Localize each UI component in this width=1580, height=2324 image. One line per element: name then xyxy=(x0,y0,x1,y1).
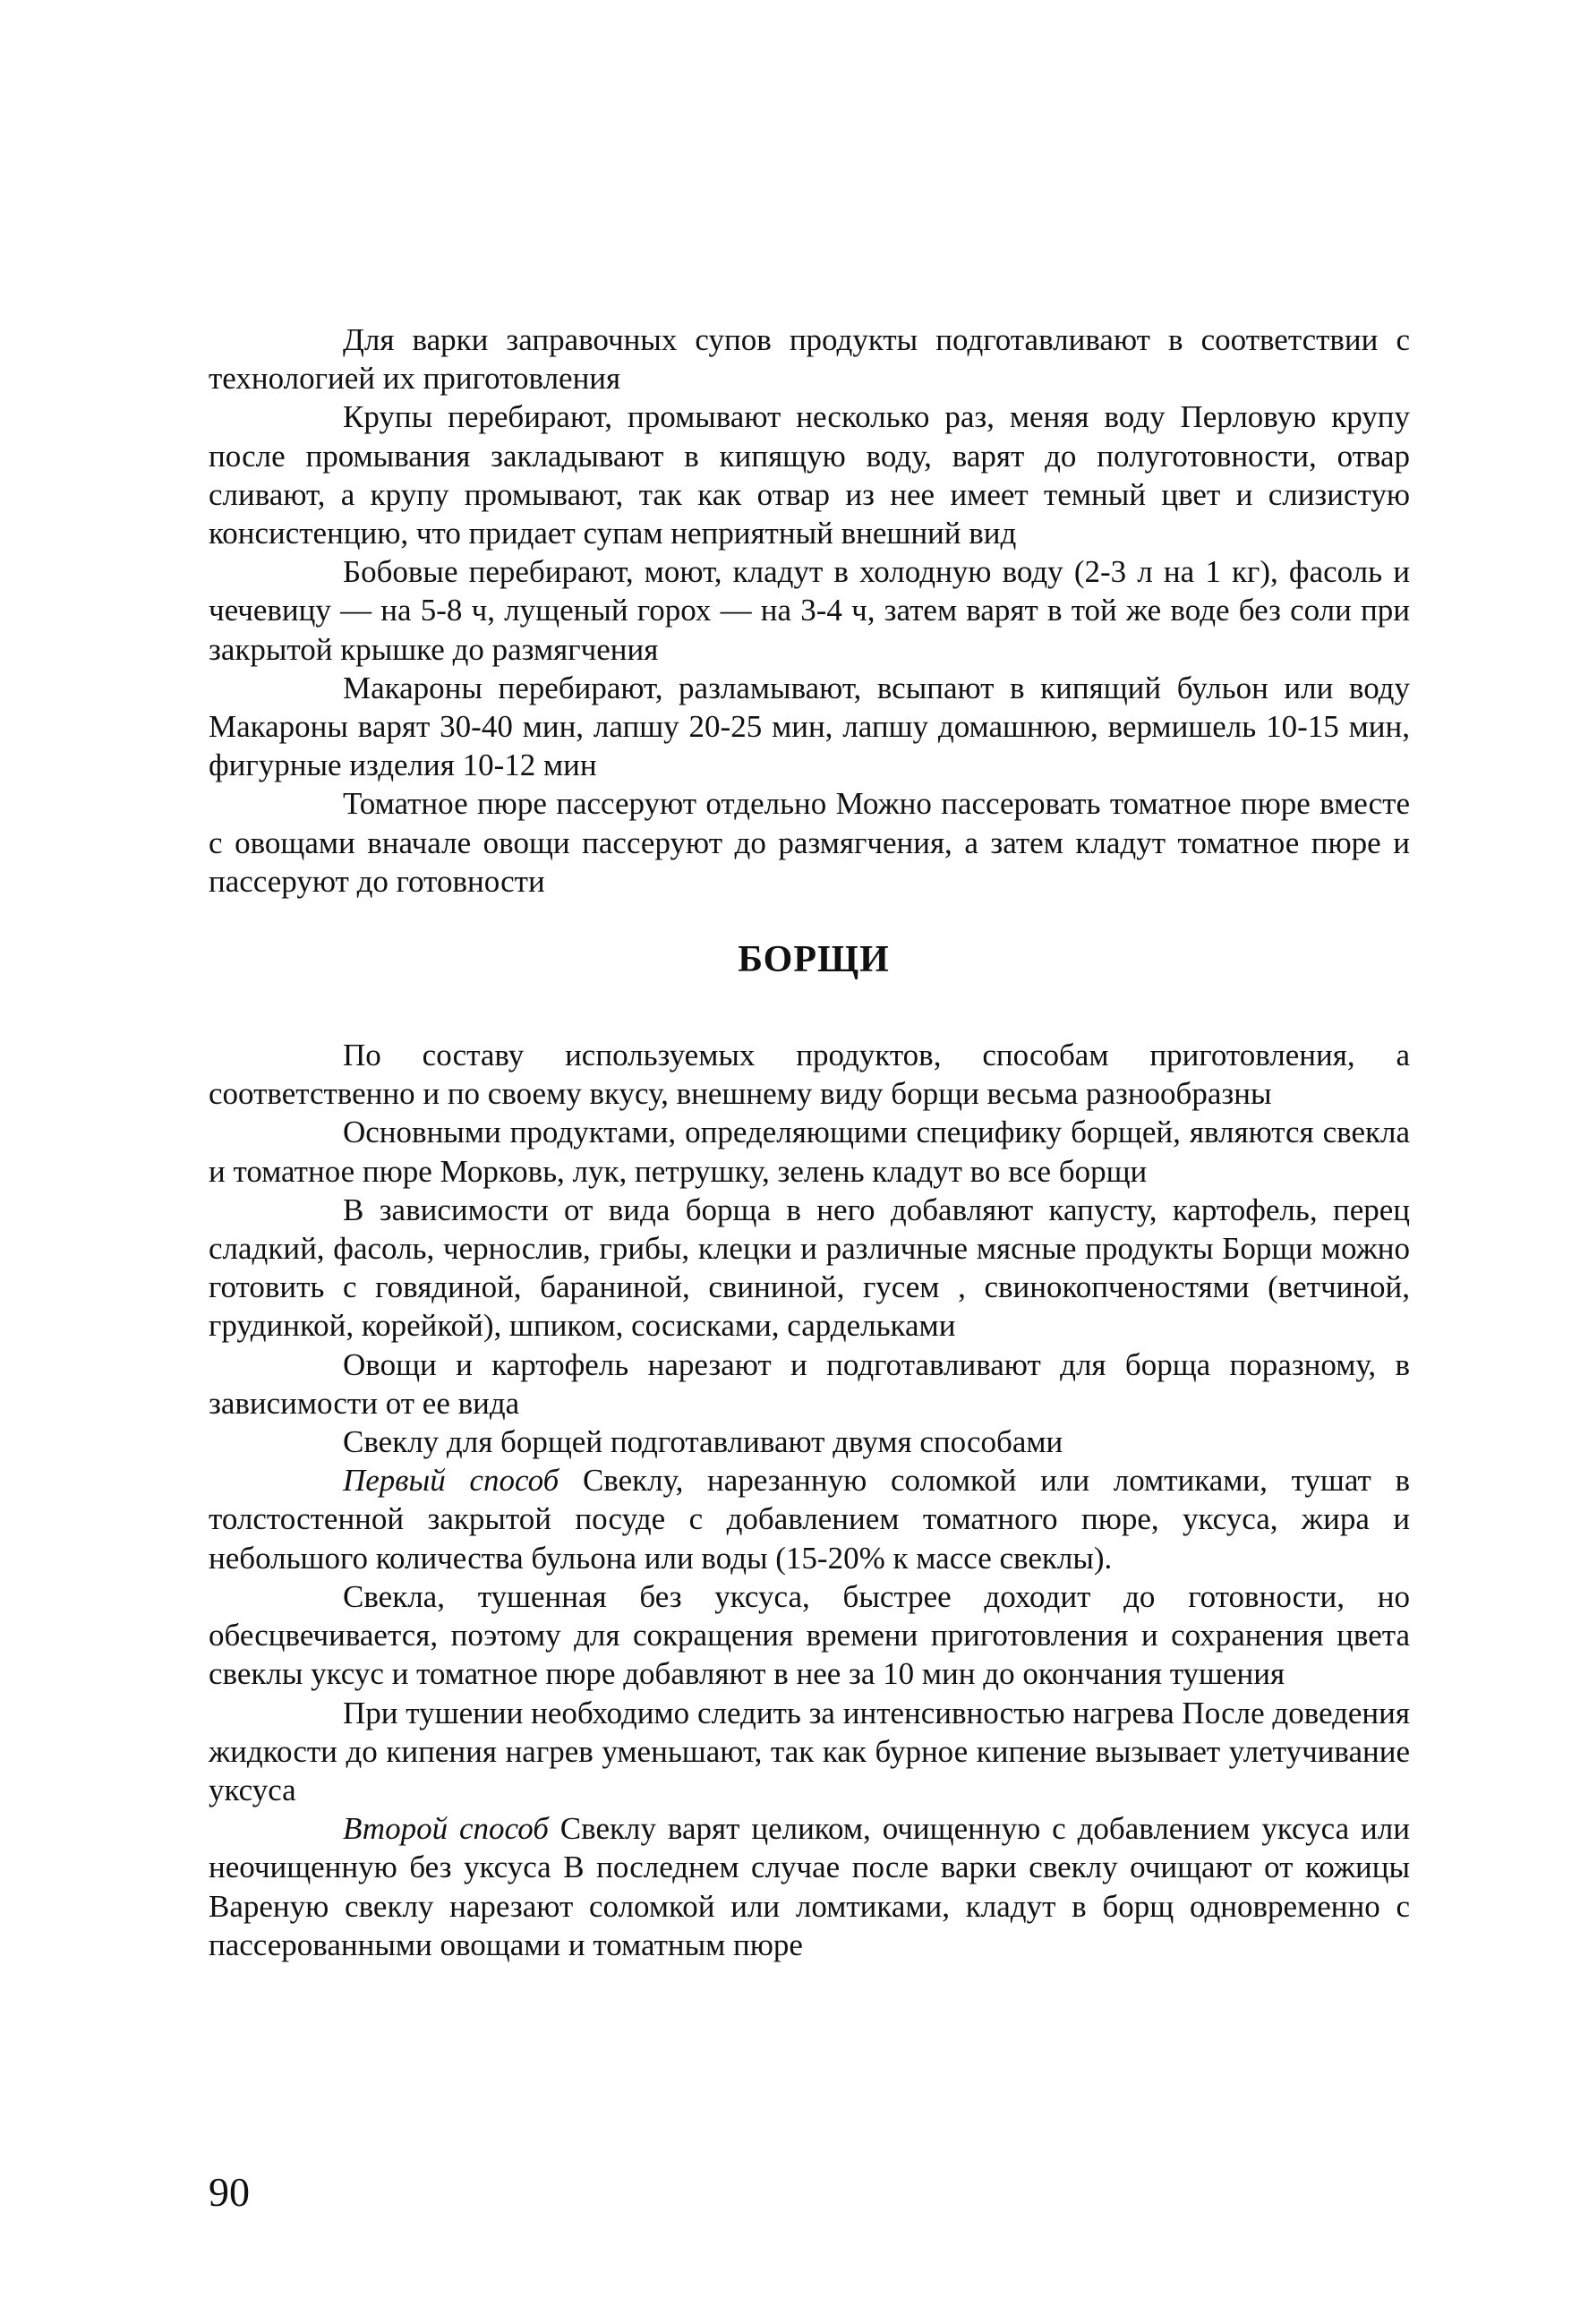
intro-section xyxy=(209,320,1410,901)
paragraph: Основными продуктами, определяющими специфику борщей, являются свекла и томатное пюре Морковь, лук, петрушку, зелень кладут во все борщи xyxy=(209,1115,1410,1189)
paragraph: Свеклу для борщей подготавливают двумя способами xyxy=(343,1424,1063,1460)
paragraph: Томатное пюре пассеруют отдельно Можно пассеровать томатное пюре вместе с овощами вначале овощи пассеруют до размягчения, а затем кладут томатное пюре и пассеруют до готовности xyxy=(209,786,1410,899)
second-method-paragraph xyxy=(209,1809,1410,1964)
paragraph: В зависимости от вида борща в него добавляют капусту, картофель, перец сладкий, фасоль, чернослив, грибы, клецки и различные мясные продукты Борщи можно готовить с говядиной, бараниной, свининой, гусем , свинокопченостями (ветчиной, грудинкой, корейкой), шпиком, сосисками, сардельками xyxy=(209,1192,1410,1344)
paragraph: Для варки заправочных супов продукты подготавливают в соответствии с технологией их приготовления xyxy=(209,322,1410,397)
page-content xyxy=(209,320,1410,1964)
paragraph: Макароны перебирают, разламывают, всыпают в кипящий бульон или воду Макароны варят 30-40 мин, лапшу 20-25 мин, лапшу домашнюю, вермишель 10-15 мин, фигурные изделия 10-12 мин xyxy=(209,670,1410,783)
paragraph: Крупы перебирают, промывают несколько раз, меняя воду Перловую крупу после промывания закладывают в кипящую воду, варят до полуготовности, отвар сливают, а крупу промывают, так как отвар из нее имеет темный цвет и слизистую консистенцию, что придает супам неприятный внешний вид xyxy=(209,399,1410,551)
paragraph: Овощи и картофель нарезают и подготавливают для борща поразному, в зависимости от ее вида xyxy=(209,1346,1410,1421)
page-number: 90 xyxy=(209,2169,250,2215)
section-heading: БОРЩИ xyxy=(738,939,890,981)
second-method-text: Свеклу варят целиком, очищенную с добавлением уксуса или неочищенную без уксуса В последнем случае после варки свеклу очищают от кожицы Вареную свеклу нарезают соломкой или ломтиками, кладут в борщ одновременно с пассерованными овощами и томатным пюре xyxy=(209,1811,1410,1962)
first-method-lead: Первый способ xyxy=(343,1463,559,1499)
paragraph: Бобовые перебирают, моют, кладут в холодную воду (2-3 л на 1 кг), фасоль и чечевицу — на 5-8 ч, лущеный горох — на 3-4 ч, затем варят в той же воде без соли при закрытой крышке до размягчения xyxy=(209,554,1410,667)
second-method-lead: Второй способ xyxy=(343,1811,549,1847)
paragraph: При тушении необходимо следить за интенсивностью нагрева После доведения жидкости до кипения нагрев уменьшают, так как бурное кипение вызывает улетучивание уксуса xyxy=(209,1695,1410,1807)
borscht-section xyxy=(209,1036,1410,1964)
first-method-text: Свеклу, нарезанную соломкой или ломтиками, тушат в толстостенной закрытой посуде с добавлением томатного пюре, уксуса, жира и небольшого количества бульона или воды (15-20% к массе свеклы). xyxy=(209,1463,1410,1576)
first-method-paragraph xyxy=(209,1461,1410,1577)
paragraph: Свекла, тушенная без уксуса, быстрее доходит до готовности, но обесцвечивается, поэтому для сокращения времени приготовления и сохранения цвета свеклы уксус и томатное пюре добавляют в нее за 10 мин до окончания тушения xyxy=(209,1578,1410,1692)
paragraph: По составу используемых продуктов, способам приготовления, а соответственно и по своему вкусу, внешнему виду борщи весьма разнообразны xyxy=(209,1038,1410,1112)
